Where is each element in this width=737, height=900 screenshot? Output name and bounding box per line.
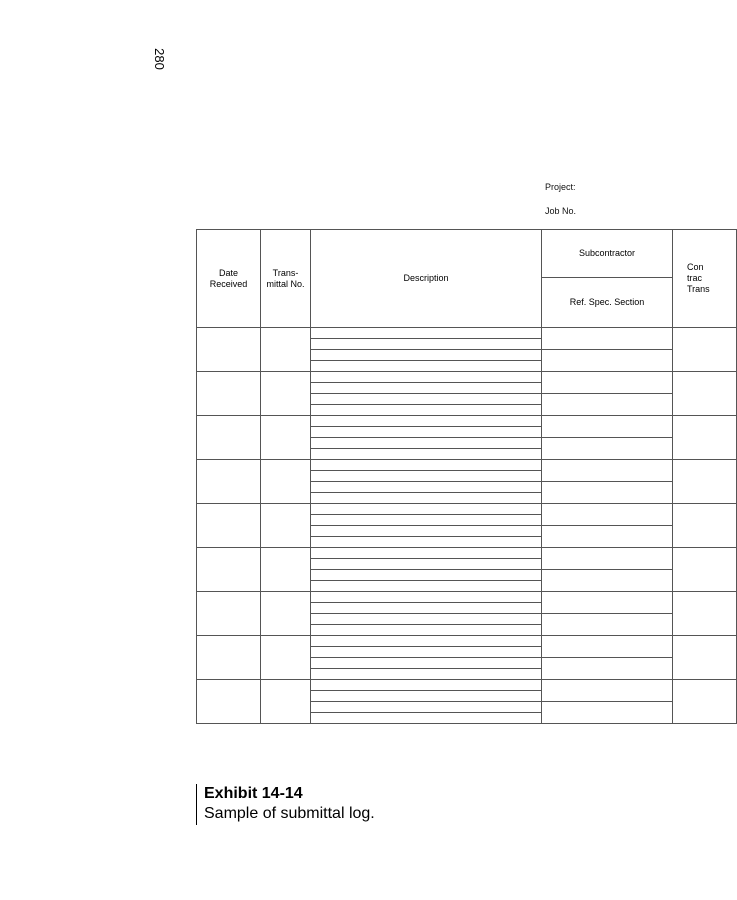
date-received-cell — [197, 548, 261, 592]
col-header-ref-spec-section: Ref. Spec. Section — [542, 278, 673, 328]
description-line-cell — [311, 647, 542, 658]
description-line-cell — [311, 570, 542, 581]
transmittal-no-cell — [261, 548, 311, 592]
description-line-cell — [311, 504, 542, 515]
contractor-transmittal-cell — [673, 416, 737, 460]
subcontractor-cell — [542, 416, 673, 438]
log-row-line — [197, 328, 737, 339]
description-line-cell — [311, 471, 542, 482]
transmittal-no-cell — [261, 372, 311, 416]
subcontractor-cell — [542, 702, 673, 724]
description-line-cell — [311, 680, 542, 691]
project-label: Project: — [545, 182, 576, 192]
description-line-cell — [311, 691, 542, 702]
description-line-cell — [311, 603, 542, 614]
log-row-line — [197, 636, 737, 647]
description-line-cell — [311, 416, 542, 427]
log-row-line — [197, 504, 737, 515]
description-line-cell — [311, 394, 542, 405]
transmittal-no-cell — [261, 636, 311, 680]
transmittal-no-cell — [261, 416, 311, 460]
description-line-cell — [311, 559, 542, 570]
description-line-cell — [311, 625, 542, 636]
date-received-cell — [197, 636, 261, 680]
date-received-cell — [197, 504, 261, 548]
description-line-cell — [311, 537, 542, 548]
description-line-cell — [311, 581, 542, 592]
date-received-cell — [197, 372, 261, 416]
subcontractor-cell — [542, 592, 673, 614]
description-line-cell — [311, 383, 542, 394]
log-row-line — [197, 548, 737, 559]
contractor-transmittal-cell — [673, 636, 737, 680]
description-line-cell — [311, 669, 542, 680]
log-row-line — [197, 680, 737, 691]
transmittal-no-cell — [261, 460, 311, 504]
description-line-cell — [311, 460, 542, 471]
subcontractor-cell — [542, 614, 673, 636]
subcontractor-cell — [542, 658, 673, 680]
description-line-cell — [311, 438, 542, 449]
subcontractor-cell — [542, 438, 673, 460]
col-header-contractor-transmittal: Con trac Trans — [673, 230, 737, 328]
subcontractor-cell — [542, 526, 673, 548]
transmittal-no-cell — [261, 328, 311, 372]
description-line-cell — [311, 548, 542, 559]
contractor-transmittal-cell — [673, 504, 737, 548]
contractor-transmittal-cell — [673, 680, 737, 724]
subcontractor-cell — [542, 548, 673, 570]
description-line-cell — [311, 427, 542, 438]
log-row-line — [197, 416, 737, 427]
description-line-cell — [311, 526, 542, 537]
log-row-line — [197, 460, 737, 471]
date-received-cell — [197, 460, 261, 504]
description-line-cell — [311, 361, 542, 372]
exhibit-caption — [196, 784, 375, 825]
description-line-cell — [311, 339, 542, 350]
page-number: 280 — [152, 48, 167, 70]
date-received-cell — [197, 328, 261, 372]
log-row-line — [197, 592, 737, 603]
exhibit-title: Exhibit 14-14 — [204, 785, 303, 802]
subcontractor-cell — [542, 394, 673, 416]
col-header-subcontractor: Subcontractor — [542, 230, 673, 278]
description-line-cell — [311, 658, 542, 669]
description-line-cell — [311, 328, 542, 339]
description-line-cell — [311, 592, 542, 603]
subcontractor-cell — [542, 460, 673, 482]
subcontractor-cell — [542, 372, 673, 394]
contractor-transmittal-cell — [673, 372, 737, 416]
date-received-cell — [197, 416, 261, 460]
transmittal-no-cell — [261, 592, 311, 636]
description-line-cell — [311, 636, 542, 647]
transmittal-no-cell — [261, 504, 311, 548]
col-header-description: Description — [311, 230, 542, 328]
description-line-cell — [311, 482, 542, 493]
description-line-cell — [311, 515, 542, 526]
exhibit-description: Sample of submittal log. — [204, 805, 375, 822]
date-received-cell — [197, 680, 261, 724]
subcontractor-cell — [542, 680, 673, 702]
contractor-transmittal-cell — [673, 592, 737, 636]
description-line-cell — [311, 493, 542, 504]
contractor-transmittal-cell — [673, 460, 737, 504]
contractor-transmittal-cell — [673, 328, 737, 372]
description-line-cell — [311, 702, 542, 713]
contractor-transmittal-cell — [673, 548, 737, 592]
subcontractor-cell — [542, 328, 673, 350]
description-line-cell — [311, 449, 542, 460]
description-line-cell — [311, 350, 542, 361]
subcontractor-cell — [542, 570, 673, 592]
description-line-cell — [311, 405, 542, 416]
description-line-cell — [311, 614, 542, 625]
subcontractor-cell — [542, 636, 673, 658]
date-received-cell — [197, 592, 261, 636]
description-line-cell — [311, 713, 542, 724]
log-row-line — [197, 372, 737, 383]
subcontractor-cell — [542, 482, 673, 504]
col-header-transmittal-no: Trans- mittal No. — [261, 230, 311, 328]
subcontractor-cell — [542, 504, 673, 526]
transmittal-no-cell — [261, 680, 311, 724]
col-header-date-received: Date Received — [197, 230, 261, 328]
description-line-cell — [311, 372, 542, 383]
submittal-log-table — [196, 229, 710, 762]
job-number-label: Job No. — [545, 206, 577, 216]
subcontractor-cell — [542, 350, 673, 372]
